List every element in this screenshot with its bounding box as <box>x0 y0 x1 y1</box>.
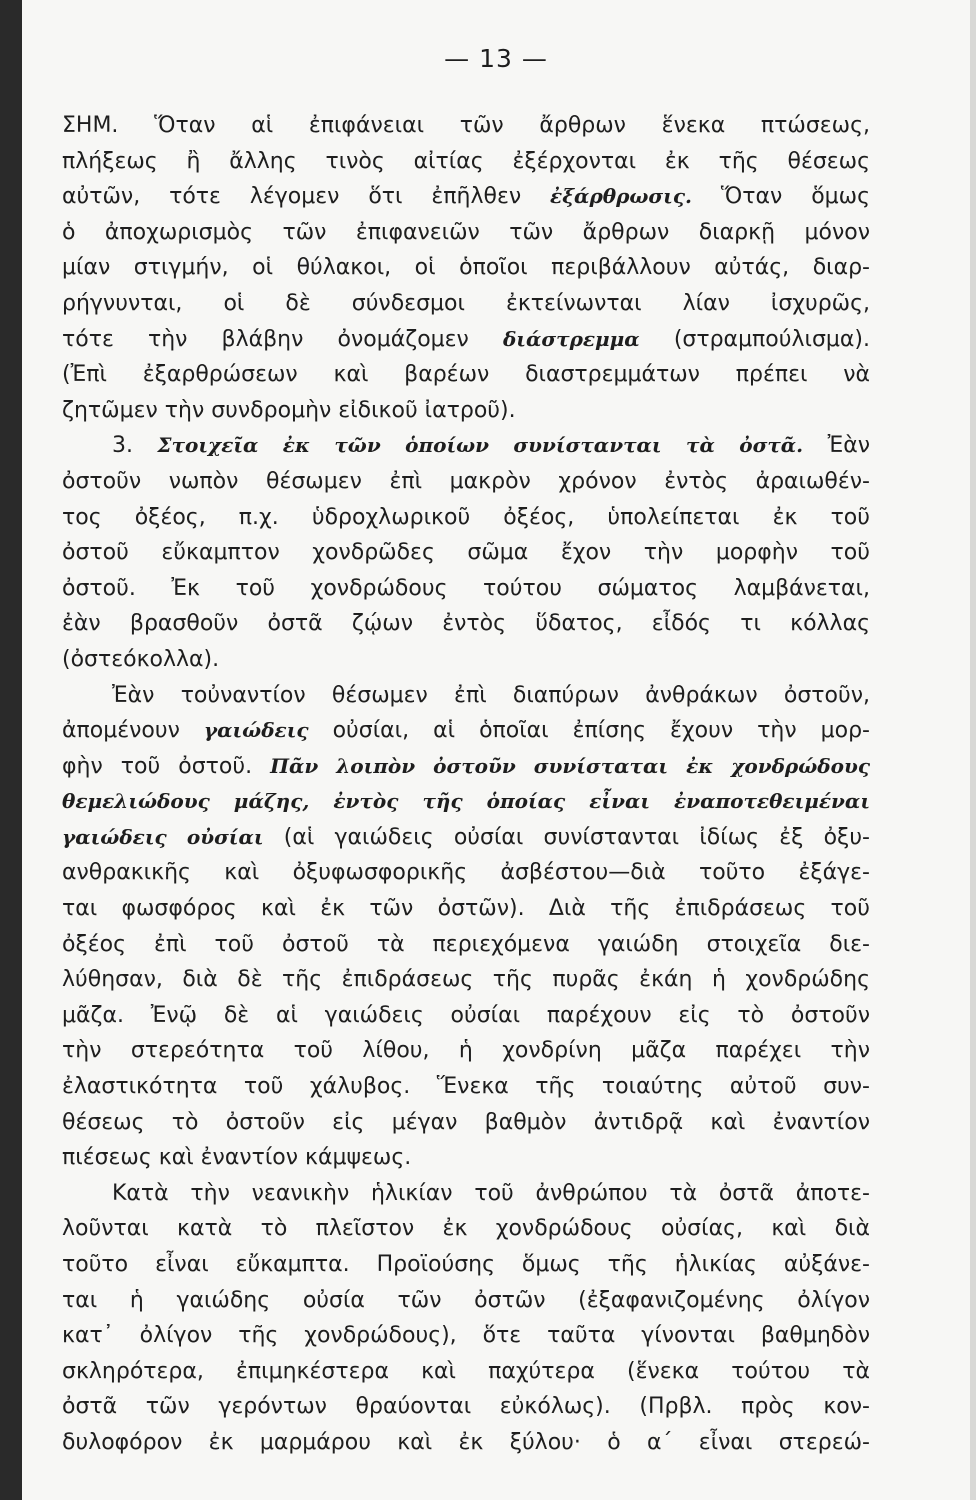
text-span: τοῦτο εἶναι εὔκαμπτα. Προϊούσης ὅμως τῆς ἡλικίας αὐξάνε- <box>62 1252 870 1277</box>
text-span: ται φωσφόρος καὶ ἐκ τῶν ὀστῶν). Διὰ τῆς ἐπιδράσεως τοῦ <box>62 896 870 922</box>
emphasized-text: θεμελιώδους μάζης, ἐντὸς τῆς ὁποίας εἶναι ἐναποτεθειμέναι <box>62 789 870 814</box>
text-span: αὐτῶν, τότε λέγομεν ὅτι ἐπῆλθεν <box>62 184 551 210</box>
text-line <box>62 642 870 678</box>
text-line <box>62 891 870 927</box>
text-line <box>62 215 870 251</box>
text-line <box>62 464 870 500</box>
text-span: Κατὰ τὴν νεανικὴν ἡλικίαν τοῦ ἀνθρώπου τὰ ὀστᾶ ἀποτε- <box>112 1180 870 1206</box>
text-line <box>62 250 870 286</box>
text-span: Ἐὰν <box>803 433 870 459</box>
text-span: (στραμπούλισμα). <box>639 326 870 352</box>
text-line <box>62 286 870 322</box>
text-span: λύθησαν, διὰ δὲ τῆς ἐπιδράσεως τῆς πυρᾶς ἐκάη ἡ χονδρώδης <box>62 967 870 993</box>
text-line <box>62 322 870 358</box>
emphasized-text: Στοιχεῖα ἐκ τῶν ὁποίων συνίστανται τὰ ὀστᾶ. <box>157 433 804 458</box>
text-span: (Ἐπὶ ἐξαρθρώσεων καὶ βαρέων διαστρεμμάτων πρέπει νὰ <box>62 362 870 388</box>
emphasized-text: γαιώδεις <box>203 718 309 743</box>
text-line <box>62 962 870 998</box>
text-line <box>62 606 870 642</box>
text-span: Ἐὰν τοὐναντίον θέσωμεν ἐπὶ διαπύρων ἀνθράκων ὀστοῦν, <box>112 682 870 708</box>
text-span: Ὅταν ὅμως <box>692 184 870 210</box>
text-span: (αἱ γαιώδεις οὐσίαι συνίστανται ἰδίως ἐξ ὀξυ- <box>263 824 870 850</box>
emphasized-text: ἐξάρθρωσις. <box>550 184 692 209</box>
text-line <box>62 1318 870 1354</box>
text-line <box>62 1176 870 1212</box>
text-line <box>62 1033 870 1069</box>
text-span: ἐὰν βρασθοῦν ὀστᾶ ζῴων ἐντὸς ὕδατος, εἶδός τι κόλλας <box>62 611 870 637</box>
text-span: δυλοφόρον ἐκ μαρμάρου καὶ ἐκ ξύλου· ὁ α´ εἶναι στερεώ- <box>62 1429 870 1455</box>
text-line <box>62 535 870 571</box>
text-span: ὀστοῦ εὔκαμπτον χονδρῶδες σῶμα ἔχον τὴν μορφὴν τοῦ <box>62 540 870 566</box>
text-span: σκληρότερα, ἐπιμηκέστερα καὶ παχύτερα (ἕνεκα τούτου τὰ <box>62 1358 870 1384</box>
body-text <box>62 108 870 1461</box>
text-line <box>62 500 870 536</box>
text-span: τὴν στερεότητα τοῦ λίθου, ἡ χονδρίνη μᾶζα παρέχει τὴν <box>62 1038 870 1064</box>
text-span: ζητῶμεν τὴν συνδρομὴν εἰδικοῦ ἰατροῦ). <box>62 397 516 423</box>
text-span: μᾶζα. Ἐνῷ δὲ αἱ γαιώδεις οὐσίαι παρέχουν εἰς τὸ ὀστοῦν <box>62 1002 870 1028</box>
emphasized-text: διάστρεμμα <box>502 326 640 351</box>
text-span: τότε τὴν βλάβην ὀνομάζομεν <box>62 326 503 352</box>
text-span: ὀστοῦν νωπὸν θέσωμεν ἐπὶ μακρὸν χρόνον ἐντὸς ἀραιωθέν- <box>62 468 870 494</box>
text-line <box>62 428 870 464</box>
text-span: κατ᾽ ὀλίγον τῆς χονδρώδους), ὅτε ταῦτα γίνονται βαθμηδὸν <box>62 1323 870 1349</box>
text-line <box>62 1211 870 1247</box>
text-span: (ὀστεόκολλα). <box>62 646 220 672</box>
text-span: ἀπομένουν <box>62 718 204 744</box>
text-span: πιέσεως καὶ ἐναντίον κάμψεως. <box>62 1145 412 1171</box>
text-span: ται ἡ γαιώδης οὐσία τῶν ὀστῶν (ἐξαφανιζομένης ὀλίγον <box>62 1287 870 1313</box>
text-span: μίαν στιγμήν, οἱ θύλακοι, οἱ ὁποῖοι περιβάλλουν αὐτάς, διαρ- <box>62 255 870 281</box>
text-line <box>62 998 870 1034</box>
text-span: φὴν τοῦ ὀστοῦ. <box>62 753 271 779</box>
text-line <box>62 784 870 820</box>
text-line <box>62 1425 870 1461</box>
text-line <box>62 144 870 180</box>
text-line <box>62 855 870 891</box>
text-span: πλήξεως ἢ ἄλλης τινὸς αἰτίας ἐξέρχονται ἐκ τῆς θέσεως <box>62 148 870 174</box>
emphasized-text: Πᾶν λοιπὸν ὀστοῦν συνίσταται ἐκ χονδρώδους <box>270 753 870 778</box>
text-span: λοῦνται κατὰ τὸ πλεῖστον ἐκ χονδρώδους οὐσίας, καὶ διὰ <box>62 1216 870 1242</box>
text-line <box>62 1389 870 1425</box>
text-line <box>62 820 870 856</box>
text-line <box>62 357 870 393</box>
text-span: 3. <box>112 433 158 459</box>
text-span: ρήγνυνται, οἱ δὲ σύνδεσμοι ἐκτείνωνται λίαν ἰσχυρῶς, <box>62 290 870 316</box>
text-line <box>62 179 870 215</box>
emphasized-text: γαιώδεις οὐσίαι <box>62 824 264 849</box>
text-span: ὁ ἀποχωρισμὸς τῶν ἐπιφανειῶν τῶν ἄρθρων διαρκῇ μόνον <box>62 219 870 245</box>
text-line <box>62 1247 870 1283</box>
text-span: ΣΗΜ. Ὅταν αἱ ἐπιφάνειαι τῶν ἄρθρων ἕνεκα πτώσεως, <box>62 113 870 138</box>
text-span: θέσεως τὸ ὀστοῦν εἰς μέγαν βαθμὸν ἀντιδρᾷ καὶ ἐναντίον <box>62 1109 870 1135</box>
text-line <box>62 1069 870 1105</box>
text-line <box>62 1283 870 1319</box>
text-line <box>62 108 870 144</box>
text-line <box>62 678 870 714</box>
text-line <box>62 571 870 607</box>
text-line <box>62 1140 870 1176</box>
text-line <box>62 1354 870 1390</box>
text-line <box>62 393 870 429</box>
text-span: ἐλαστικότητα τοῦ χάλυβος. Ἕνεκα τῆς τοιαύτης αὐτοῦ συν- <box>62 1074 870 1100</box>
text-line <box>62 749 870 785</box>
text-line <box>62 927 870 963</box>
text-line <box>62 1105 870 1141</box>
text-span: τος ὀξέος, π.χ. ὑδροχλωρικοῦ ὀξέος, ὑπολείπεται ἐκ τοῦ <box>62 504 870 530</box>
text-span: ὀστᾶ τῶν γερόντων θραύονται εὐκόλως). (Πρβλ. πρὸς κον- <box>62 1394 870 1420</box>
text-line <box>62 713 870 749</box>
text-span: ὀστοῦ. Ἐκ τοῦ χονδρώδους τούτου σώματος λαμβάνεται, <box>62 575 870 601</box>
text-span: ὀξέος ἐπὶ τοῦ ὀστοῦ τὰ περιεχόμενα γαιώδη στοιχεῖα διε- <box>62 931 870 957</box>
page-number: — 13 — <box>444 44 548 73</box>
text-span: οὐσίαι, αἱ ὁποῖαι ἐπίσης ἔχουν τὴν μορ- <box>308 718 870 744</box>
text-span: ανθρακικῆς καὶ ὀξυφωσφορικῆς ἀσβέστου—διὰ τοῦτο ἐξάγε- <box>62 860 870 886</box>
